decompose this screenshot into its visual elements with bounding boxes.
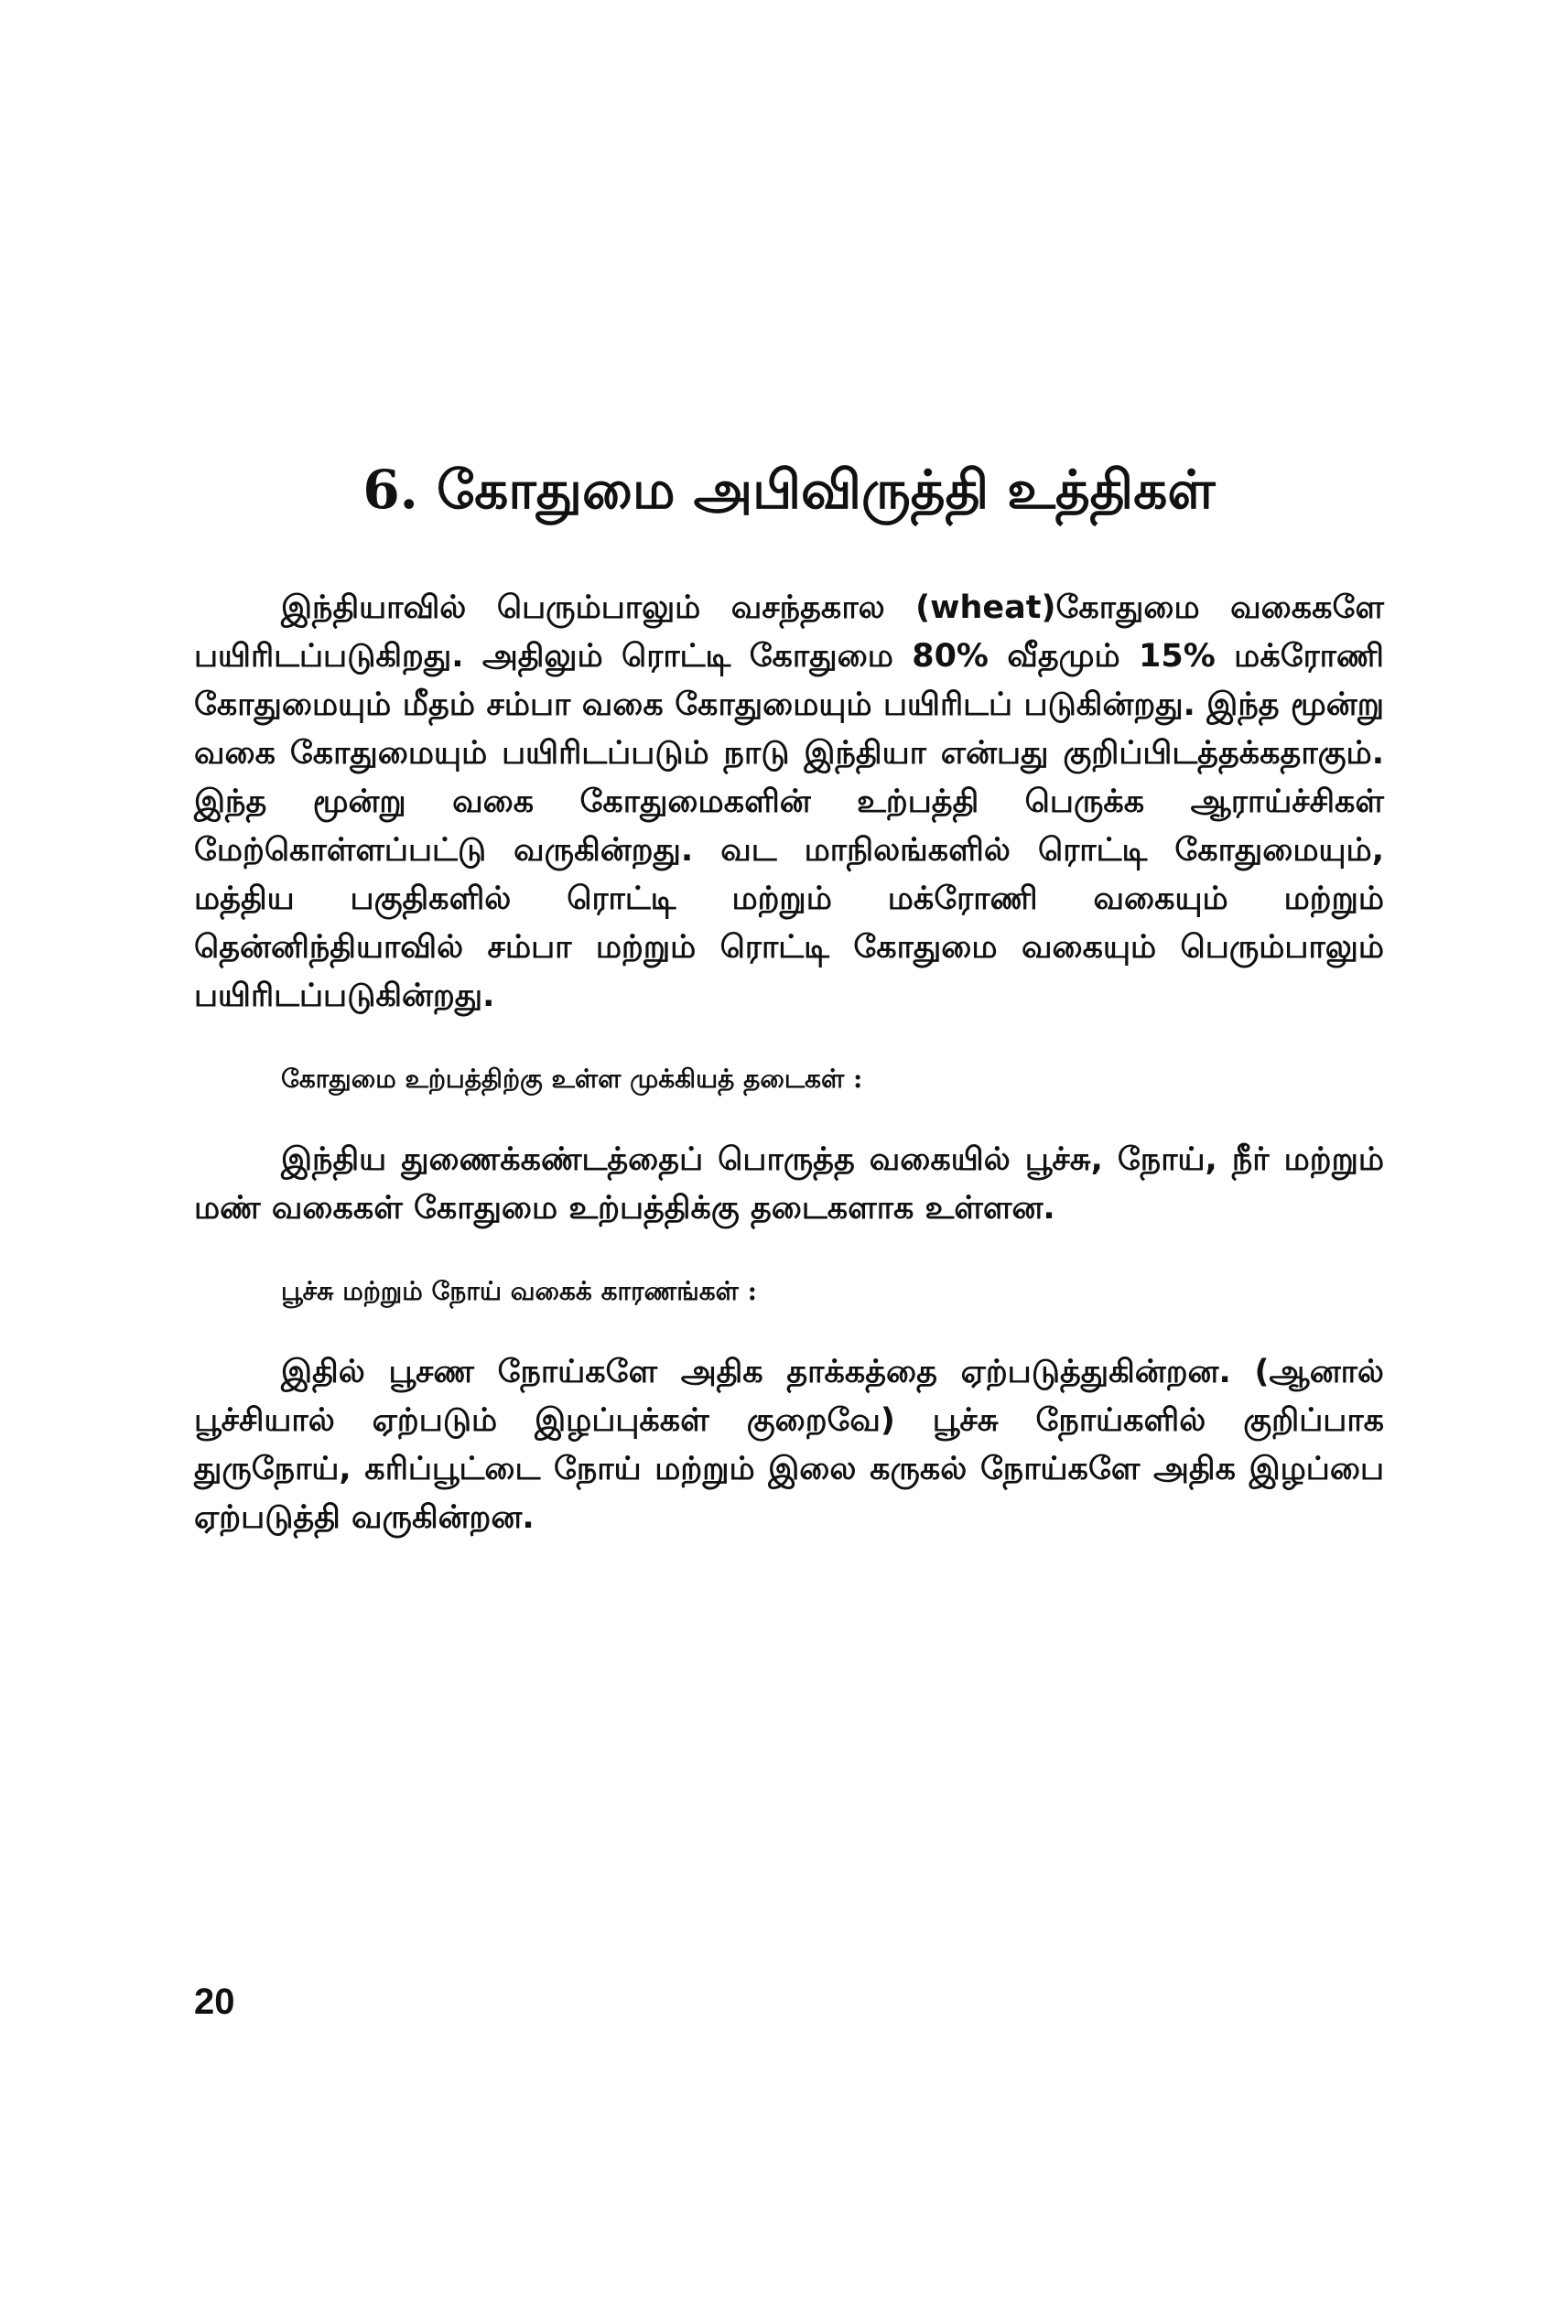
constraints-heading: கோதுமை உற்பத்திற்கு உள்ள முக்கியத் தடைகள் : (281, 1064, 863, 1094)
chapter-title: 6. கோதுமை அபிவிருத்தி உத்திகள் (362, 459, 1216, 521)
page-number: 20 (194, 1982, 235, 2022)
pests-heading: பூச்சு மற்றும் நோய் வகைக் காரணங்கள் : (281, 1276, 757, 1306)
page-content (194, 449, 1384, 1542)
pests-paragraph: இதில் பூசண நோய்களே அதிக தாக்கத்தை ஏற்படுத்துகின்றன. (ஆனால் பூச்சியால் ஏற்படும் இழப்புக்கள் குறைவே) பூச்சு நோய்களில் குறிப்பாக துருநோய், கரிப்பூட்டை நோய் மற்றும் இலை கருகல் நோய்களே அதிக இழப்பை ஏற்படுத்தி வருகின்றன. (194, 1354, 1384, 1536)
constraints-paragraph: இந்திய துணைக்கண்டத்தைப் பொருத்த வகையில் பூச்சு, நோய், நீர் மற்றும் மண் வகைகள் கோதுமை உற்பத்திக்கு தடைகளாக உள்ளன. (194, 1141, 1384, 1227)
intro-paragraph: இந்தியாவில் பெரும்பாலும் வசந்தகால (wheat)கோதுமை வகைகளே பயிரிடப்படுகிறது. அதிலும் ரொட்டி கோதுமை 80% வீதமும் 15% மக்ரோணி கோதுமையும் மீதம் சம்பா வகை கோதுமையும் பயிரிடப் படுகின்றது. இந்த மூன்று வகை கோதுமையும் பயிரிடப்படும் நாடு இந்தியா என்பது குறிப்பிடத்தக்கதாகும். இந்த மூன்று வகை கோதுமைகளின் உற்பத்தி பெருக்க ஆராய்ச்சிகள் மேற்கொள்ளப்பட்டு வருகின்றது. வட மாநிலங்களில் ரொட்டி கோதுமையும், மத்திய பகுதிகளில் ரொட்டி மற்றும் மக்ரோணி வகையும் மற்றும் தென்னிந்தியாவில் சம்பா மற்றும் ரொட்டி கோதுமை வகையும் பெரும்பாலும் பயிரிடப்படுகின்றது. (194, 589, 1384, 1014)
